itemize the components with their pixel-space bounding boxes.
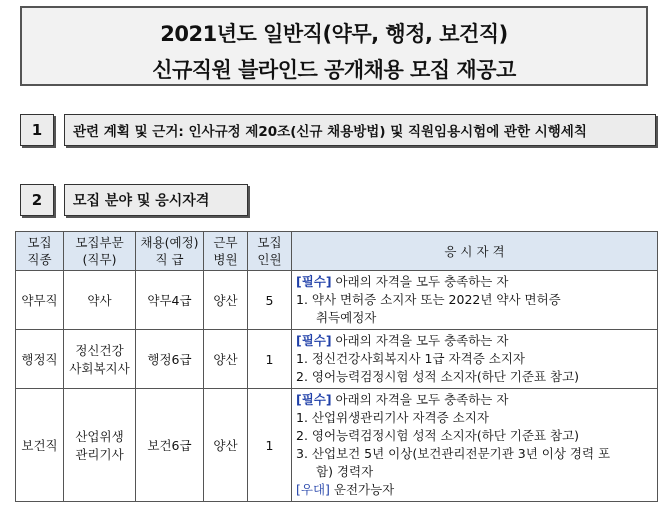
cell-grade: 약무4급 [136, 271, 204, 330]
cell-dept: 약사 [64, 271, 136, 330]
cell-grade: 행정6급 [136, 330, 204, 389]
cell-hospital: 양산 [204, 271, 248, 330]
title-line-1: 2021년도 일반직(약무, 행정, 보건직) [160, 22, 508, 46]
required-tag: [필수] [296, 274, 332, 289]
header-requirements: 응 시 자 격 [292, 232, 658, 271]
required-tag: [필수] [296, 392, 332, 407]
section-1-heading: 관련 계획 및 근거: 인사규정 제20조(신규 채용방법) 및 직원임용시험에 관한 시행세칙 [64, 114, 656, 146]
cell-hospital: 양산 [204, 330, 248, 389]
section-1 [20, 114, 660, 148]
cell-dept: 정신건강 사회복지사 [64, 330, 136, 389]
required-tag: [필수] [296, 333, 332, 348]
cell-requirements: [필수] 아래의 자격을 모두 충족하는 자 1. 정신건강사회복지사 1급 자격증 소지자 2. 영어능력검정시험 성적 소지자(하단 기준표 참고) [292, 330, 658, 389]
table-header-row [16, 232, 658, 271]
recruitment-table [15, 231, 658, 502]
cell-count: 1 [248, 389, 292, 502]
section-2 [20, 184, 260, 218]
title-box [20, 6, 648, 86]
cell-requirements: [필수] 아래의 자격을 모두 충족하는 자 1. 산업위생관리기사 자격증 소지자 2. 영어능력검정시험 성적 소지자(하단 기준표 참고) 3. 산업보건 5년 이상(보건관리전문기관 3년 이상 경력 포 함) 경력자 [우대] 운전가능자 [292, 389, 658, 502]
cell-grade: 보건6급 [136, 389, 204, 502]
header-count: 모집 인원 [248, 232, 292, 271]
cell-hospital: 양산 [204, 389, 248, 502]
table-row [16, 271, 658, 330]
header-hospital: 근무 병원 [204, 232, 248, 271]
header-job-type: 모집 직종 [16, 232, 64, 271]
cell-dept: 산업위생 관리기사 [64, 389, 136, 502]
section-2-number: 2 [20, 184, 54, 216]
title-line-2: 신규직원 블라인드 공개채용 모집 재공고 [152, 58, 516, 82]
cell-type: 약무직 [16, 271, 64, 330]
section-2-heading: 모집 분야 및 응시자격 [64, 184, 248, 216]
header-department: 모집부문 (직무) [64, 232, 136, 271]
section-1-number: 1 [20, 114, 54, 146]
table-row [16, 330, 658, 389]
cell-count: 1 [248, 330, 292, 389]
preferred-tag: [우대] [296, 482, 330, 497]
cell-count: 5 [248, 271, 292, 330]
cell-requirements: [필수] 아래의 자격을 모두 충족하는 자 1. 약사 면허증 소지자 또는 2022년 약사 면허증 취득예정자 [292, 271, 658, 330]
header-grade: 채용(예정) 직 급 [136, 232, 204, 271]
table-row [16, 389, 658, 502]
cell-type: 보건직 [16, 389, 64, 502]
cell-type: 행정직 [16, 330, 64, 389]
